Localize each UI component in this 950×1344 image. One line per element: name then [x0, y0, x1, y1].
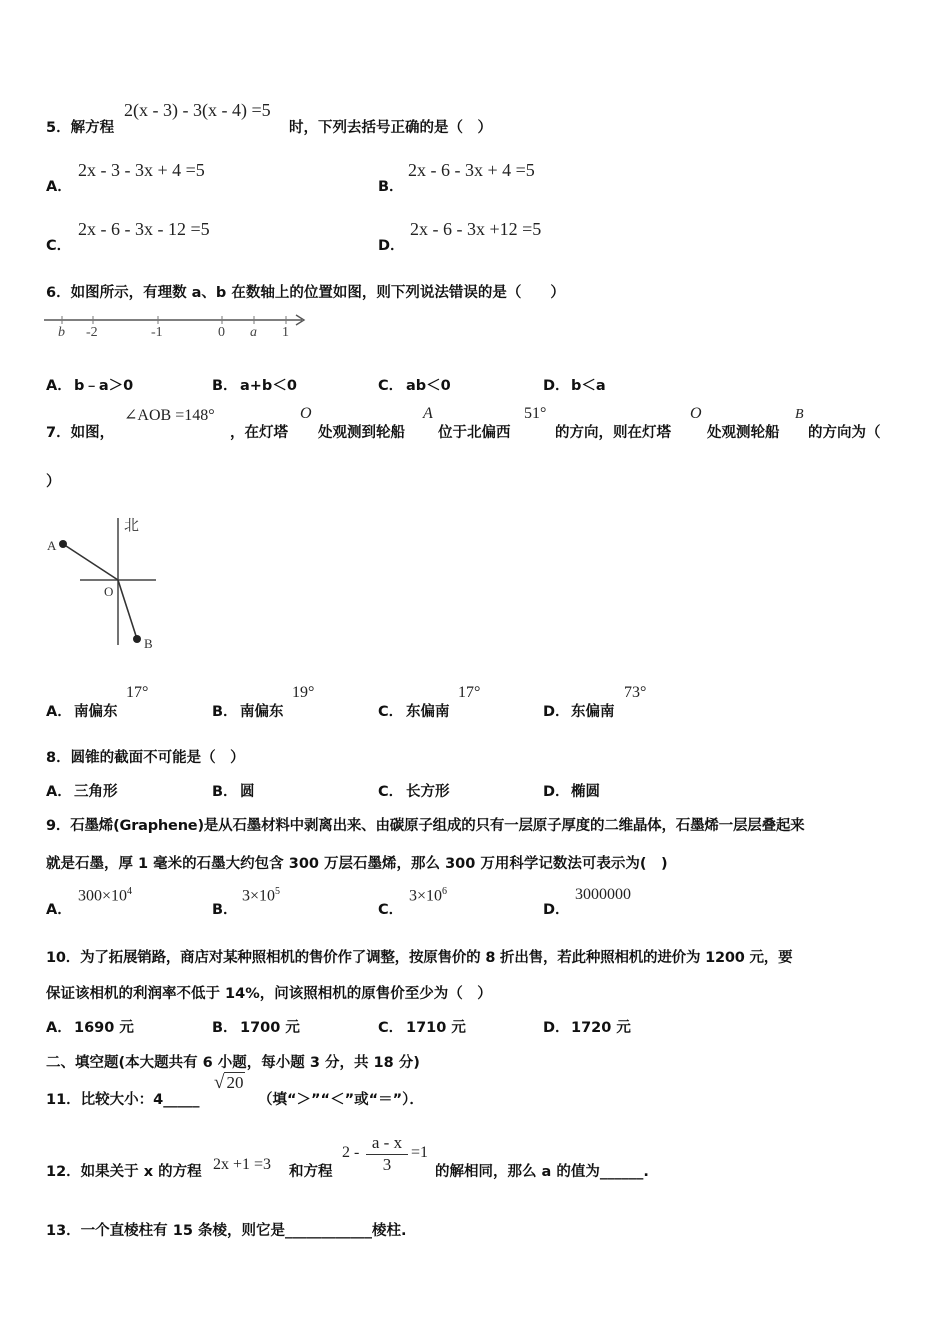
- q5-option-c-math: 2x - 6 - 3x - 12 =5: [78, 219, 210, 239]
- q9-option-d-label: D．: [543, 902, 570, 918]
- figure-o-label: O: [104, 584, 114, 599]
- q7-point-o: O: [300, 405, 312, 422]
- q12-lead: 2 -: [342, 1144, 360, 1161]
- q7-text-end: 的方向为（: [808, 425, 881, 441]
- section-title-fill-in: 二、填空题(本大题共有 6 小题，每小题 3 分，共 18 分): [46, 1055, 420, 1071]
- q8-option-b-text: 圆: [240, 784, 255, 800]
- q7-option-a-label: A．: [46, 704, 72, 720]
- q5-option-d-label: D．: [378, 238, 405, 254]
- q10-option-d-label: D．: [543, 1020, 570, 1036]
- q9-option-c-base: 3×10: [409, 887, 443, 905]
- q7-option-d-math: 73°: [624, 684, 647, 701]
- q6-option-b-label: B．: [212, 378, 238, 394]
- q7-option-b-text: 南偏东: [240, 704, 284, 720]
- q6-option-c-text: ab＜0: [406, 378, 451, 394]
- q7-option-a-math: 17°: [126, 684, 149, 701]
- numberline-label-one: 1: [282, 325, 289, 340]
- q5-prefix: 5．解方程: [46, 120, 115, 136]
- q8-option-a-text: 三角形: [74, 784, 118, 800]
- q9-option-a-math: [78, 886, 132, 905]
- q10-option-d-text: 1720 元: [571, 1020, 631, 1036]
- q7-option-d-label: D．: [543, 704, 570, 720]
- q6-stem: 6．如图所示，有理数 a、b 在数轴上的位置如图，则下列说法错误的是（ ）: [46, 285, 565, 301]
- q9-option-a-exp: 4: [127, 886, 133, 897]
- q10-option-b-text: 1700 元: [240, 1020, 300, 1036]
- numberline-label-neg2: -2: [86, 325, 98, 340]
- q13-text: 13．一个直棱柱有 15 条棱，则它是____________棱柱.: [46, 1223, 407, 1239]
- q9-option-b-label: B．: [212, 902, 238, 918]
- numberline-label-b: b: [58, 325, 65, 340]
- q9-option-a-base: 300×10: [78, 887, 128, 905]
- q7-option-b-math: 19°: [292, 684, 315, 701]
- q5-option-b-label: B．: [378, 179, 404, 195]
- q9-option-c-math: [409, 886, 447, 905]
- q7-text-observe2: 处观测轮船: [707, 425, 780, 441]
- q8-option-b-label: B．: [212, 784, 238, 800]
- q8-option-d-text: 椭圆: [571, 784, 600, 800]
- q7-intro: 7．如图，: [46, 425, 115, 441]
- q9-option-a-label: A．: [46, 902, 72, 918]
- q11-sqrt: √ 20: [214, 1072, 244, 1093]
- q10-option-c-label: C．: [378, 1020, 404, 1036]
- q12-prefix: 12．如果关于 x 的方程: [46, 1164, 202, 1180]
- q5-option-b-math: 2x - 6 - 3x + 4 =5: [408, 160, 535, 180]
- q7-option-c-text: 东偏南: [406, 704, 450, 720]
- number-line-figure: [40, 306, 315, 342]
- q7-point-o2: O: [690, 405, 702, 422]
- q9-option-b-math: [242, 886, 280, 905]
- q9-option-b-exp: 5: [275, 886, 281, 897]
- q11-radicand: 20: [226, 1073, 244, 1092]
- q10-option-c-text: 1710 元: [406, 1020, 466, 1036]
- q12-equation1: 2x +1 =3: [213, 1156, 272, 1173]
- q7-option-a-text: 南偏东: [74, 704, 118, 720]
- q12-numerator: a - x: [366, 1133, 408, 1155]
- q7-text-observe: 处观测到轮船: [318, 425, 405, 441]
- q9-option-b-base: 3×10: [242, 887, 276, 905]
- q12-denominator: 3: [382, 1155, 392, 1174]
- q7-option-b-label: B．: [212, 704, 238, 720]
- q5-option-d-math: 2x - 6 - 3x +12 =5: [410, 219, 542, 239]
- q9-option-c-label: C．: [378, 902, 404, 918]
- q6-option-c-label: C．: [378, 378, 404, 394]
- q7-degree: 51°: [524, 405, 547, 422]
- q12-mid: 和方程: [289, 1164, 333, 1180]
- q6-option-a-label: A．: [46, 378, 72, 394]
- q8-option-c-text: 长方形: [406, 784, 450, 800]
- q7-close-paren: ）: [46, 474, 61, 490]
- q8-stem: 8．圆锥的截面不可能是（ ）: [46, 750, 245, 766]
- q12-tail: =1: [411, 1144, 429, 1161]
- q5-option-c-label: C．: [46, 238, 72, 254]
- figure-b-label: B: [144, 636, 153, 651]
- q5-option-a-math: 2x - 3 - 3x + 4 =5: [78, 160, 205, 180]
- q9-line2: 就是石墨，厚 1 毫米的石墨大约包含 300 万层石墨烯，那么 300 万用科学记数法可表示为( ): [46, 856, 668, 872]
- q10-option-b-label: B．: [212, 1020, 238, 1036]
- q10-option-a-label: A．: [46, 1020, 72, 1036]
- q8-option-d-label: D．: [543, 784, 570, 800]
- q7-angle: ∠AOB =148°: [124, 407, 215, 424]
- q9-option-c-exp: 6: [442, 886, 448, 897]
- numberline-label-zero: 0: [218, 325, 225, 340]
- q5-equation: 2(x - 3) - 3(x - 4) =5: [124, 100, 271, 120]
- numberline-label-a: a: [250, 325, 257, 340]
- q8-option-c-label: C．: [378, 784, 404, 800]
- numberline-label-neg1: -1: [151, 325, 163, 340]
- q5-option-a-label: A．: [46, 179, 72, 195]
- q11-prefix: 11．比较大小：4_____: [46, 1092, 200, 1108]
- q11-suffix: （填“＞”“＜”或“＝”）．: [258, 1092, 424, 1108]
- q12-fraction: [366, 1133, 408, 1175]
- q6-option-b-text: a+b＜0: [240, 378, 297, 394]
- q7-text-tower: ，在灯塔: [230, 425, 288, 441]
- q10-line2: 保证该相机的利润率不低于 14%，问该照相机的原售价至少为（ ）: [46, 986, 492, 1002]
- q6-option-d-label: D．: [543, 378, 570, 394]
- q7-point-a: A: [423, 405, 433, 422]
- q10-line1: 10．为了拓展销路，商店对某种照相机的售价作了调整，按原售价的 8 折出售，若此种照相机的进价为 1200 元，要: [46, 950, 793, 966]
- q12-suffix: 的解相同，那么 a 的值为______.: [435, 1164, 649, 1180]
- q9-option-d-math: 3000000: [575, 886, 631, 903]
- q7-text-then: 的方向，则在灯塔: [555, 425, 671, 441]
- q7-option-d-text: 东偏南: [571, 704, 615, 720]
- figure-a-label: A: [47, 538, 57, 553]
- q6-option-d-text: b＜a: [571, 378, 606, 394]
- q7-option-c-label: C．: [378, 704, 404, 720]
- q7-option-c-math: 17°: [458, 684, 481, 701]
- q10-option-a-text: 1690 元: [74, 1020, 134, 1036]
- q7-compass-figure: [40, 510, 170, 660]
- q7-text-direction: 位于北偏西: [438, 425, 511, 441]
- q9-line1: 9．石墨烯(Graphene)是从石墨材料中剥离出来、由碳原子组成的只有一层原子厚度的二维晶体，石墨烯一层层叠起来: [46, 818, 805, 834]
- figure-north-label: 北: [124, 516, 140, 534]
- q5-suffix: 时，下列去括号正确的是（ ）: [289, 120, 492, 136]
- q6-option-a-text: b﹣a＞0: [74, 378, 134, 394]
- q8-option-a-label: A．: [46, 784, 72, 800]
- q7-point-b: B: [795, 407, 804, 422]
